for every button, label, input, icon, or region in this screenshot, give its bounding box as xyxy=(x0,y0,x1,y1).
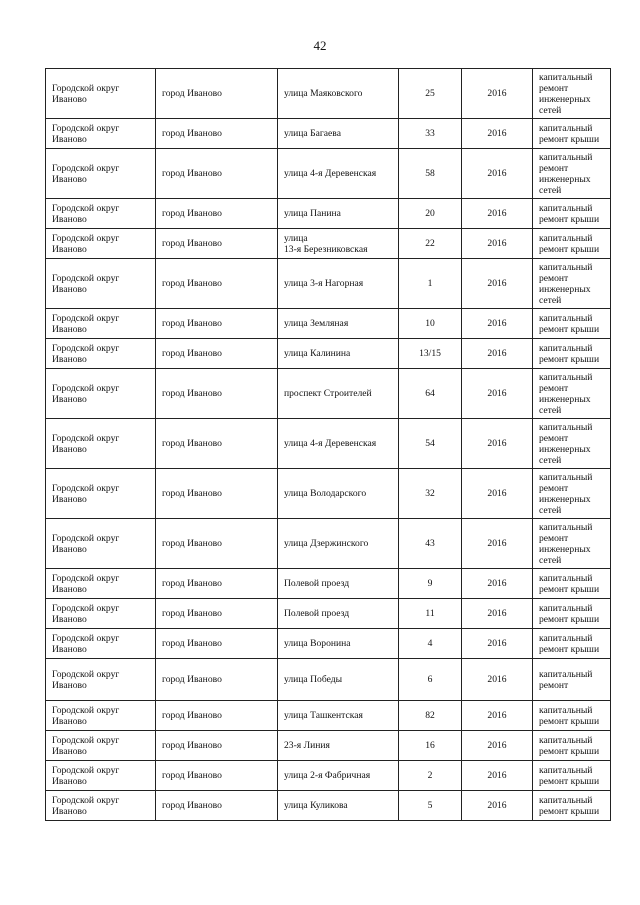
repair-registry-table xyxy=(45,68,611,821)
cell-house-number xyxy=(399,229,462,259)
cell-work-type xyxy=(533,69,611,119)
cell-house-number-text: 20 xyxy=(425,208,435,219)
cell-work-type xyxy=(533,701,611,731)
cell-work-type-text: капитальный ремонт инженерных сетей xyxy=(539,151,593,196)
cell-work-type-text: капитальный ремонт крыши xyxy=(539,602,600,625)
cell-work-type-text: капитальный ремонт крыши xyxy=(539,572,600,595)
table-row xyxy=(46,419,611,469)
table-row xyxy=(46,629,611,659)
cell-street xyxy=(278,791,399,821)
cell-city xyxy=(156,259,278,309)
cell-work-type-text: капитальный ремонт инженерных сетей xyxy=(539,421,593,466)
cell-street xyxy=(278,519,399,569)
cell-work-type-text: капитальный ремонт крыши xyxy=(539,704,600,727)
cell-district-text: Городской округ Иваново xyxy=(52,82,120,105)
cell-city-text: город Иваново xyxy=(162,348,222,359)
cell-year-text: 2016 xyxy=(487,128,507,139)
table-row xyxy=(46,309,611,339)
cell-city-text: город Иваново xyxy=(162,740,222,751)
cell-district-text: Городской округ Иваново xyxy=(52,764,120,787)
cell-district-text: Городской округ Иваново xyxy=(52,162,120,185)
cell-district xyxy=(46,199,156,229)
cell-house-number xyxy=(399,701,462,731)
cell-year xyxy=(462,69,533,119)
cell-city-text: город Иваново xyxy=(162,208,222,219)
cell-year-text: 2016 xyxy=(487,88,507,99)
page-number: 42 xyxy=(313,38,327,53)
cell-work-type-text: капитальный ремонт крыши xyxy=(539,764,600,787)
cell-street xyxy=(278,259,399,309)
cell-street-text: улица Володарского xyxy=(284,488,367,499)
cell-year xyxy=(462,599,533,629)
cell-city-text: город Иваново xyxy=(162,578,222,589)
cell-house-number xyxy=(399,69,462,119)
cell-district xyxy=(46,229,156,259)
table-row xyxy=(46,369,611,419)
cell-work-type xyxy=(533,519,611,569)
cell-street-text: улица 4-я Деревенская xyxy=(284,438,377,449)
cell-year xyxy=(462,701,533,731)
cell-year-text: 2016 xyxy=(487,638,507,649)
cell-house-number xyxy=(399,259,462,309)
cell-house-number-text: 9 xyxy=(427,578,433,589)
cell-work-type-text: капитальный ремонт крыши xyxy=(539,342,600,365)
cell-year xyxy=(462,791,533,821)
cell-year-text: 2016 xyxy=(487,608,507,619)
cell-district xyxy=(46,339,156,369)
cell-district xyxy=(46,519,156,569)
table-body xyxy=(46,69,611,821)
cell-year xyxy=(462,519,533,569)
cell-year-text: 2016 xyxy=(487,388,507,399)
cell-district-text: Городской округ Иваново xyxy=(52,312,120,335)
cell-city-text: город Иваново xyxy=(162,538,222,549)
cell-year xyxy=(462,199,533,229)
cell-street-text: улица Маяковского xyxy=(284,88,363,99)
table-row xyxy=(46,119,611,149)
cell-city xyxy=(156,659,278,701)
cell-house-number xyxy=(399,659,462,701)
cell-work-type-text: капитальный ремонт инженерных сетей xyxy=(539,71,593,116)
cell-district-text: Городской округ Иваново xyxy=(52,122,120,145)
cell-district-text: Городской округ Иваново xyxy=(52,602,120,625)
cell-city xyxy=(156,569,278,599)
cell-district xyxy=(46,259,156,309)
cell-district-text: Городской округ Иваново xyxy=(52,668,120,691)
cell-work-type xyxy=(533,761,611,791)
cell-work-type xyxy=(533,369,611,419)
cell-house-number xyxy=(399,119,462,149)
cell-street-text: улица Воронина xyxy=(284,638,351,649)
cell-house-number xyxy=(399,339,462,369)
cell-district xyxy=(46,369,156,419)
cell-house-number xyxy=(399,569,462,599)
cell-street xyxy=(278,369,399,419)
cell-house-number-text: 82 xyxy=(425,710,435,721)
cell-district xyxy=(46,731,156,761)
cell-house-number xyxy=(399,629,462,659)
cell-year xyxy=(462,339,533,369)
cell-street xyxy=(278,69,399,119)
table-row xyxy=(46,469,611,519)
cell-district xyxy=(46,659,156,701)
cell-street-text: улица Победы xyxy=(284,674,343,685)
cell-work-type xyxy=(533,339,611,369)
cell-house-number xyxy=(399,149,462,199)
cell-year-text: 2016 xyxy=(487,238,507,249)
cell-city xyxy=(156,199,278,229)
cell-city xyxy=(156,149,278,199)
cell-work-type xyxy=(533,469,611,519)
cell-district xyxy=(46,761,156,791)
cell-house-number xyxy=(399,761,462,791)
cell-street xyxy=(278,199,399,229)
cell-work-type-text: капитальный ремонт крыши xyxy=(539,794,600,817)
cell-house-number xyxy=(399,199,462,229)
cell-city-text: город Иваново xyxy=(162,438,222,449)
cell-city-text: город Иваново xyxy=(162,278,222,289)
cell-city xyxy=(156,469,278,519)
cell-work-type-text: капитальный ремонт крыши xyxy=(539,232,600,255)
cell-year-text: 2016 xyxy=(487,488,507,499)
cell-year xyxy=(462,761,533,791)
cell-street xyxy=(278,569,399,599)
cell-year xyxy=(462,659,533,701)
cell-city xyxy=(156,69,278,119)
cell-street-text: улица Земляная xyxy=(284,318,349,329)
cell-year-text: 2016 xyxy=(487,740,507,751)
table-row xyxy=(46,791,611,821)
cell-work-type-text: капитальный ремонт инженерных сетей xyxy=(539,261,593,306)
cell-work-type xyxy=(533,629,611,659)
cell-city-text: город Иваново xyxy=(162,800,222,811)
cell-city-text: город Иваново xyxy=(162,638,222,649)
table-row xyxy=(46,731,611,761)
cell-year-text: 2016 xyxy=(487,800,507,811)
table-row xyxy=(46,229,611,259)
cell-house-number xyxy=(399,599,462,629)
cell-work-type xyxy=(533,599,611,629)
cell-year-text: 2016 xyxy=(487,348,507,359)
cell-house-number-text: 10 xyxy=(425,318,435,329)
cell-city-text: город Иваново xyxy=(162,388,222,399)
cell-year-text: 2016 xyxy=(487,674,507,685)
cell-house-number-text: 43 xyxy=(425,538,435,549)
cell-street-text: улица Куликова xyxy=(284,800,348,811)
cell-street-text: Полевой проезд xyxy=(284,608,350,619)
cell-year xyxy=(462,469,533,519)
cell-district-text: Городской округ Иваново xyxy=(52,704,120,727)
cell-year xyxy=(462,569,533,599)
cell-district-text: Городской округ Иваново xyxy=(52,794,120,817)
cell-work-type-text: капитальный ремонт крыши xyxy=(539,202,600,225)
cell-street-text: проспект Строителей xyxy=(284,388,372,399)
cell-year xyxy=(462,369,533,419)
cell-city xyxy=(156,629,278,659)
cell-city xyxy=(156,791,278,821)
cell-street-text: улица 3-я Нагорная xyxy=(284,278,364,289)
cell-work-type xyxy=(533,229,611,259)
cell-year-text: 2016 xyxy=(487,578,507,589)
cell-year xyxy=(462,309,533,339)
cell-house-number-text: 5 xyxy=(427,800,433,811)
cell-work-type xyxy=(533,569,611,599)
cell-house-number xyxy=(399,419,462,469)
cell-street-text: Полевой проезд xyxy=(284,578,350,589)
cell-street-text: улица Ташкентская xyxy=(284,710,363,721)
cell-district-text: Городской округ Иваново xyxy=(52,734,120,757)
table-row xyxy=(46,149,611,199)
cell-street-text: улица 4-я Деревенская xyxy=(284,168,377,179)
cell-city-text: город Иваново xyxy=(162,770,222,781)
cell-house-number-text: 58 xyxy=(425,168,435,179)
cell-house-number-text: 22 xyxy=(425,238,435,249)
cell-year-text: 2016 xyxy=(487,168,507,179)
cell-district-text: Городской округ Иваново xyxy=(52,382,120,405)
cell-street xyxy=(278,599,399,629)
cell-work-type xyxy=(533,309,611,339)
cell-city xyxy=(156,339,278,369)
cell-city-text: город Иваново xyxy=(162,318,222,329)
cell-city-text: город Иваново xyxy=(162,710,222,721)
cell-city xyxy=(156,309,278,339)
cell-street-text: улица 2-я Фабричная xyxy=(284,770,371,781)
cell-year-text: 2016 xyxy=(487,710,507,721)
cell-year xyxy=(462,229,533,259)
cell-year xyxy=(462,259,533,309)
cell-year-text: 2016 xyxy=(487,438,507,449)
cell-year xyxy=(462,419,533,469)
cell-street xyxy=(278,419,399,469)
cell-district xyxy=(46,69,156,119)
cell-house-number-text: 16 xyxy=(425,740,435,751)
cell-district xyxy=(46,791,156,821)
cell-district-text: Городской округ Иваново xyxy=(52,482,120,505)
cell-city xyxy=(156,119,278,149)
cell-city-text: город Иваново xyxy=(162,674,222,685)
cell-street xyxy=(278,229,399,259)
table-row xyxy=(46,569,611,599)
cell-city xyxy=(156,519,278,569)
cell-district xyxy=(46,599,156,629)
cell-work-type xyxy=(533,259,611,309)
cell-work-type-text: капитальный ремонт инженерных сетей xyxy=(539,521,593,566)
cell-street xyxy=(278,309,399,339)
cell-district xyxy=(46,569,156,599)
cell-city xyxy=(156,761,278,791)
cell-district-text: Городской округ Иваново xyxy=(52,342,120,365)
cell-year xyxy=(462,731,533,761)
cell-year-text: 2016 xyxy=(487,278,507,289)
cell-house-number-text: 64 xyxy=(425,388,435,399)
cell-street xyxy=(278,339,399,369)
cell-district-text: Городской округ Иваново xyxy=(52,632,120,655)
cell-district xyxy=(46,629,156,659)
cell-street-text: улица Калинина xyxy=(284,348,351,359)
cell-district-text: Городской округ Иваново xyxy=(52,202,120,225)
cell-street xyxy=(278,149,399,199)
cell-work-type xyxy=(533,791,611,821)
cell-district-text: Городской округ Иваново xyxy=(52,432,120,455)
cell-city xyxy=(156,731,278,761)
cell-district xyxy=(46,469,156,519)
table-row xyxy=(46,519,611,569)
cell-house-number-text: 4 xyxy=(427,638,433,649)
cell-work-type-text: капитальный ремонт инженерных сетей xyxy=(539,471,593,516)
cell-street xyxy=(278,701,399,731)
cell-house-number-text: 13/15 xyxy=(419,348,441,359)
cell-street xyxy=(278,119,399,149)
cell-city xyxy=(156,599,278,629)
cell-district-text: Городской округ Иваново xyxy=(52,572,120,595)
cell-year xyxy=(462,629,533,659)
cell-city xyxy=(156,701,278,731)
cell-street xyxy=(278,731,399,761)
cell-work-type-text: капитальный ремонт крыши xyxy=(539,312,600,335)
table-row xyxy=(46,259,611,309)
table-row xyxy=(46,339,611,369)
cell-work-type-text: капитальный ремонт крыши xyxy=(539,734,600,757)
cell-work-type-text: капитальный ремонт xyxy=(539,668,593,691)
cell-street xyxy=(278,761,399,791)
cell-city-text: город Иваново xyxy=(162,608,222,619)
cell-house-number-text: 54 xyxy=(425,438,435,449)
cell-district xyxy=(46,419,156,469)
cell-work-type xyxy=(533,119,611,149)
table-row xyxy=(46,599,611,629)
cell-house-number xyxy=(399,791,462,821)
cell-house-number-text: 25 xyxy=(425,88,435,99)
cell-house-number-text: 2 xyxy=(427,770,433,781)
cell-house-number xyxy=(399,731,462,761)
table-row xyxy=(46,761,611,791)
cell-city-text: город Иваново xyxy=(162,88,222,99)
cell-city-text: город Иваново xyxy=(162,128,222,139)
cell-year xyxy=(462,149,533,199)
cell-street-text: 23-я Линия xyxy=(284,740,330,751)
cell-district xyxy=(46,309,156,339)
cell-work-type xyxy=(533,199,611,229)
cell-work-type xyxy=(533,731,611,761)
table-row xyxy=(46,659,611,701)
cell-district-text: Городской округ Иваново xyxy=(52,532,120,555)
cell-district-text: Городской округ Иваново xyxy=(52,232,120,255)
cell-house-number xyxy=(399,469,462,519)
cell-year-text: 2016 xyxy=(487,770,507,781)
cell-city-text: город Иваново xyxy=(162,238,222,249)
cell-house-number-text: 32 xyxy=(425,488,435,499)
cell-street xyxy=(278,659,399,701)
cell-house-number xyxy=(399,309,462,339)
cell-street-text: улица 13-я Березниковская xyxy=(284,232,368,255)
table-row xyxy=(46,199,611,229)
table-row xyxy=(46,69,611,119)
cell-district xyxy=(46,701,156,731)
cell-work-type-text: капитальный ремонт крыши xyxy=(539,632,600,655)
cell-work-type xyxy=(533,659,611,701)
cell-city xyxy=(156,419,278,469)
cell-street xyxy=(278,469,399,519)
cell-street-text: улица Багаева xyxy=(284,128,341,139)
cell-house-number-text: 11 xyxy=(425,608,435,619)
cell-house-number-text: 1 xyxy=(427,278,433,289)
cell-house-number-text: 6 xyxy=(427,674,433,685)
cell-year-text: 2016 xyxy=(487,538,507,549)
cell-city xyxy=(156,369,278,419)
cell-work-type-text: капитальный ремонт инженерных сетей xyxy=(539,371,593,416)
cell-street-text: улица Дзержинского xyxy=(284,538,369,549)
cell-work-type-text: капитальный ремонт крыши xyxy=(539,122,600,145)
cell-work-type xyxy=(533,149,611,199)
cell-district xyxy=(46,119,156,149)
cell-street-text: улица Панина xyxy=(284,208,341,219)
cell-city xyxy=(156,229,278,259)
cell-house-number xyxy=(399,519,462,569)
cell-year-text: 2016 xyxy=(487,318,507,329)
cell-year-text: 2016 xyxy=(487,208,507,219)
table-row xyxy=(46,701,611,731)
cell-house-number-text: 33 xyxy=(425,128,435,139)
cell-street xyxy=(278,629,399,659)
cell-year xyxy=(462,119,533,149)
cell-district-text: Городской округ Иваново xyxy=(52,272,120,295)
cell-work-type xyxy=(533,419,611,469)
cell-house-number xyxy=(399,369,462,419)
cell-district xyxy=(46,149,156,199)
cell-city-text: город Иваново xyxy=(162,488,222,499)
cell-city-text: город Иваново xyxy=(162,168,222,179)
